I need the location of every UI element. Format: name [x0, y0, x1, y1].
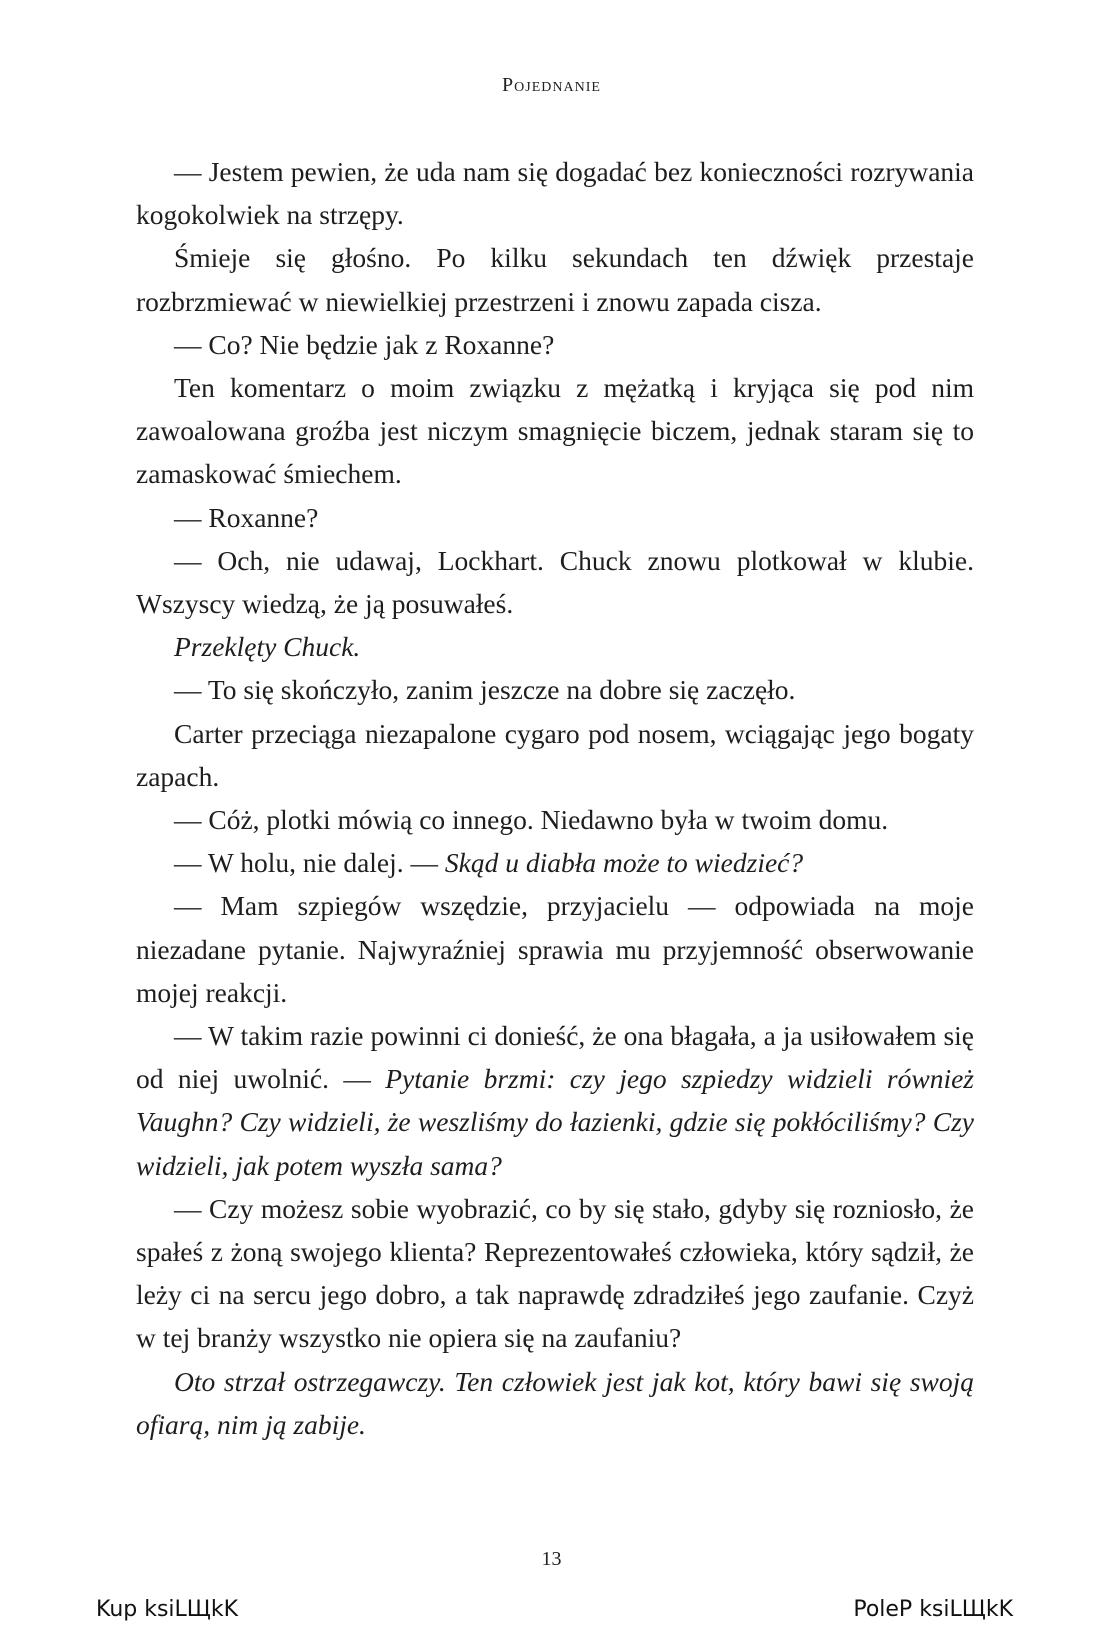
italic-text: Przeklęty Chuck.: [174, 631, 361, 663]
italic-text: Skąd u diabła może to wiedzieć?: [444, 847, 804, 879]
paragraph: [136, 539, 974, 625]
italic-text: Oto strzał ostrzegawczy. Ten człowiek jest jak kot, który bawi się swoją ofiarą, nim ją zabije.: [136, 1365, 974, 1440]
text-run: — Jestem pewien, że uda nam się dogadać bez konieczności rozrywania kogokolwiek na strzępy.: [136, 156, 974, 231]
paragraph: [136, 366, 974, 496]
text-run: — Co? Nie będzie jak z Roxanne?: [174, 328, 555, 360]
text-run: — Czy możesz sobie wyobrazić, co by się stało, gdyby się rozniosło, że spałeś z żoną swojego klienta? Reprezentowałeś człowieka, który sądził, że leży ci na sercu jego dobro, a tak naprawdę zdradziłeś jego zaufanie. Czyż w tej branży wszystko nie opiera się na zaufaniu?: [136, 1192, 974, 1354]
paragraph: [136, 1360, 974, 1446]
paragraph: [136, 668, 974, 711]
paragraph: [136, 884, 974, 1014]
text-run: Śmieje się głośno. Po kilku sekundach ten dźwięk przestaje rozbrzmiewać w niewielkiej przestrzeni i znowu zapada cisza.: [136, 242, 974, 317]
text-run: Ten komentarz o moim związku z mężatką i kryjąca się pod nim zawoalowana groźba jest niczym smagnięcie biczem, jednak staram się to zamaskować śmiechem.: [136, 372, 974, 490]
paragraph: [136, 712, 974, 798]
paragraph: [136, 841, 974, 884]
text-run: — Cóż, plotki mówią co innego. Niedawno była w twoim domu.: [174, 804, 889, 836]
text-run: — Mam szpiegów wszędzie, przyjacielu — odpowiada na moje niezadane pytanie. Najwyraźniej sprawia mu przyjemność obserwowanie mojej reakcji.: [136, 890, 974, 1008]
paragraph: [136, 496, 974, 539]
text-run: — To się skończyło, zanim jeszcze na dobre się zaczęło.: [174, 674, 796, 706]
text-run: Carter przeciąga niezapalone cygaro pod nosem, wciągając jego bogaty zapach.: [136, 717, 974, 792]
paragraph: [136, 236, 974, 322]
paragraph: [136, 1014, 974, 1187]
paragraph: [136, 625, 974, 668]
text-run: — Roxanne?: [174, 501, 319, 533]
italic-text: Pytanie brzmi: czy jego szpiedzy widzieli również Vaughn? Czy widzieli, że weszliśmy do łazienki, gdzie się pokłóciliśmy? Czy widzieli, jak potem wyszła sama?: [136, 1063, 974, 1181]
running-head: Pojednanie: [502, 74, 601, 96]
recommend-book-link[interactable]: PoleP ksiLЩkK: [853, 1597, 1013, 1622]
paragraph: [136, 150, 974, 236]
buy-book-link[interactable]: Kup ksiLЩkK: [96, 1597, 239, 1622]
paragraph: [136, 323, 974, 366]
text-run: — Och, nie udawaj, Lockhart. Chuck znowu plotkował w klubie. Wszyscy wiedzą, że ją posuwałeś.: [136, 544, 974, 620]
text-run: — W takim razie powinni ci donieść, że ona błagała, a ja usiłowałem się od niej uwolnić. —: [136, 1020, 974, 1095]
paragraph: [136, 1187, 974, 1360]
paragraph: [136, 798, 974, 841]
text-run: — W holu, nie dalej. —: [174, 847, 445, 879]
body-text: [136, 150, 974, 1446]
page-number: 13: [541, 1548, 562, 1570]
